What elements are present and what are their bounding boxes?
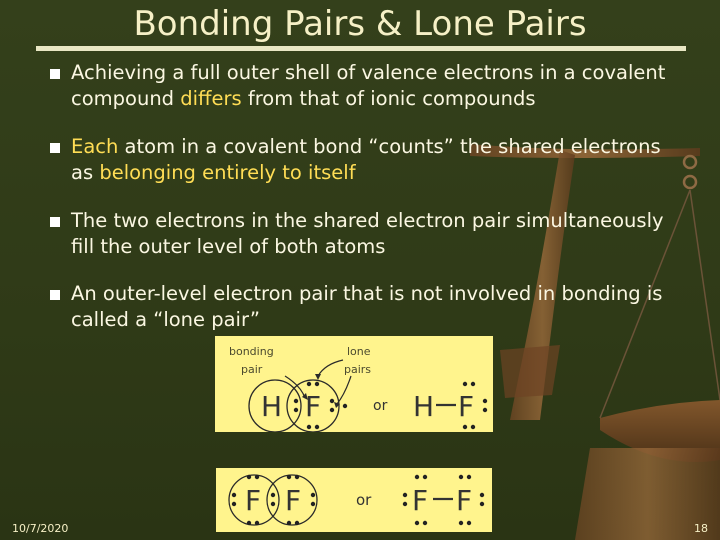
lone-pairs-label: lone (347, 345, 371, 358)
bullet-text: from that of ionic compounds (241, 87, 536, 110)
atom-symbol: F (412, 484, 429, 517)
lone-pairs-label: pairs (344, 363, 372, 376)
ff-lewis-diagram (216, 468, 492, 532)
slide-title: Bonding Pairs & Lone Pairs (133, 4, 587, 44)
bonding-pair-label: pair (241, 363, 263, 376)
bullet-item (50, 134, 670, 186)
bullet-text: Achieving a full outer shell of valence electrons in a covalent compound (71, 61, 666, 110)
title-underline (36, 46, 686, 51)
bullet-highlight: differs (180, 87, 242, 110)
bullet-marker-icon (50, 217, 60, 227)
bullet-item (50, 281, 670, 333)
bullet-marker-icon (50, 143, 60, 153)
bullet-item (50, 60, 670, 112)
hf-lewis-svg (215, 336, 493, 432)
slide-number: 18 (694, 522, 708, 535)
slide-date: 10/7/2020 (12, 522, 69, 535)
bullet-text: The two electrons in the shared electron pair simultaneously fill the outer level of both atoms (71, 209, 664, 258)
atom-symbol: F (245, 484, 262, 517)
atom-symbol: F (456, 484, 473, 517)
bullet-marker-icon (50, 69, 60, 79)
or-text: or (373, 398, 388, 414)
ff-lewis-svg (216, 468, 492, 532)
bullet-text: atom in a covalent bond “counts” the shared electrons as (71, 135, 661, 184)
bullet-list (50, 60, 670, 355)
bullet-item (50, 208, 670, 260)
bullet-text: An outer-level electron pair that is not involved in bonding is called a “lone pair” (71, 282, 663, 331)
bullet-highlight: belonging entirely to itself (99, 161, 356, 184)
or-text: or (356, 491, 372, 509)
atom-symbol: H (413, 390, 435, 423)
bullet-highlight: Each (71, 135, 119, 158)
atom-symbol: F (305, 390, 322, 423)
atom-symbol: F (458, 390, 475, 423)
atom-symbol: F (285, 484, 302, 517)
bonding-pair-label: bonding (229, 345, 274, 358)
bullet-marker-icon (50, 290, 60, 300)
atom-symbol: H (261, 390, 283, 423)
hf-lewis-diagram (215, 336, 493, 432)
